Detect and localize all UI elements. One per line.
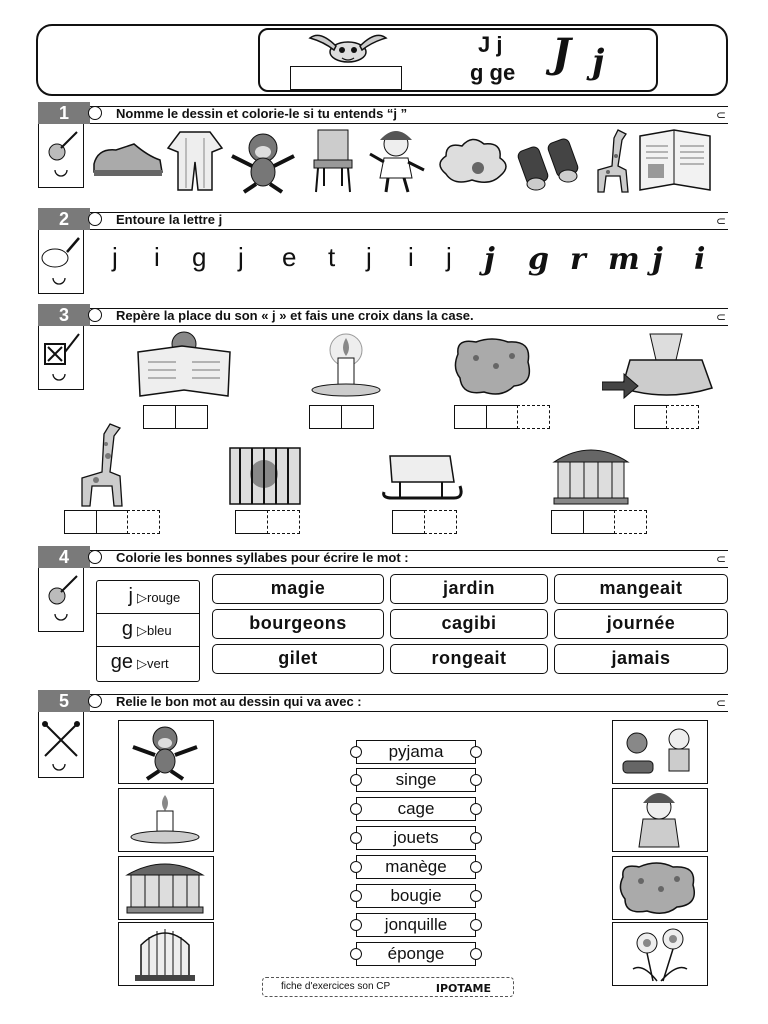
section-1-side-icon [38, 124, 84, 188]
word-box[interactable]: jamais [554, 644, 728, 674]
answer-box[interactable] [583, 510, 616, 534]
letter[interactable]: j [112, 242, 118, 272]
section-number: 2 [38, 208, 90, 230]
section-title: Relie le bon mot au dessin qui va avec : [116, 694, 362, 709]
picture-card[interactable] [612, 856, 708, 920]
word-tag[interactable]: singe [356, 768, 476, 792]
syllable-row [97, 647, 199, 680]
bunny-icon [300, 28, 396, 68]
section-5-side-icon [38, 712, 84, 778]
chair-icon[interactable] [310, 128, 356, 194]
word-tag[interactable]: éponge [356, 942, 476, 966]
paint-brush-icon [39, 568, 83, 628]
answer-cells [235, 510, 298, 534]
answer-cells [454, 405, 549, 429]
answer-box[interactable] [634, 405, 667, 429]
pyjama-icon[interactable] [166, 128, 224, 192]
syllable-row [97, 581, 199, 614]
section-4-side-icon [38, 568, 84, 632]
word-box[interactable]: rongeait [390, 644, 548, 674]
word-box[interactable]: cagibi [390, 609, 548, 639]
picture-card[interactable] [118, 788, 214, 852]
letter[interactable]: i [154, 242, 160, 272]
cloud-icon[interactable] [434, 134, 510, 190]
link-lines-icon [39, 712, 83, 774]
section-3-side-icon [38, 326, 84, 390]
paint-brush-icon [39, 124, 83, 184]
answer-box[interactable] [175, 405, 208, 429]
section-title: Nomme le dessin et colorie-le si tu entends “j ” [116, 106, 408, 121]
hook-icon: ⊂ [715, 108, 726, 122]
newspaper-icon[interactable] [638, 128, 712, 194]
answer-box[interactable] [551, 510, 584, 534]
candle-icon [306, 330, 392, 400]
checkbox-cross-icon [39, 326, 83, 386]
header-cursive-lower: j [592, 42, 605, 82]
answer-box[interactable] [517, 405, 550, 429]
picture-card[interactable] [118, 856, 214, 920]
word-box[interactable]: magie [212, 574, 384, 604]
answer-box[interactable] [392, 510, 425, 534]
cursive-letter[interactable]: g [528, 242, 549, 277]
answer-box[interactable] [666, 405, 699, 429]
cursive-letter[interactable]: j [484, 242, 495, 277]
answer-cells [634, 405, 697, 429]
footer-credit [262, 977, 514, 997]
owl-newspaper-icon [132, 330, 236, 400]
answer-box[interactable] [127, 510, 160, 534]
answer-box[interactable] [309, 405, 342, 429]
section-title: Repère la place du son « j » et fais une croix dans la case. [116, 308, 474, 323]
carousel-icon [119, 857, 211, 917]
header-cursive-upper: J [552, 30, 571, 77]
brand-logo: IPOTAME [435, 982, 491, 995]
picture-card[interactable] [612, 922, 708, 986]
sponge-icon [452, 334, 536, 400]
section-2-side-icon [38, 230, 84, 294]
picture-card[interactable] [118, 720, 214, 784]
syllable-color-key [96, 580, 200, 682]
letter[interactable]: j [238, 242, 244, 272]
answer-box[interactable] [64, 510, 97, 534]
judoka-girl-icon[interactable] [366, 126, 428, 194]
candle-icon [119, 789, 211, 849]
color-name: rouge [147, 590, 181, 605]
word-box[interactable]: gilet [212, 644, 384, 674]
word-tag[interactable]: cage [356, 797, 476, 821]
tutu-dress-icon [602, 330, 718, 402]
pencil-writing-icon [39, 230, 83, 290]
hook-icon: ⊂ [715, 552, 726, 566]
color-name: vert [147, 656, 169, 671]
answer-box[interactable] [424, 510, 457, 534]
arrow-icon: ▷ [137, 590, 147, 605]
header-letters-lower: g ge [470, 60, 516, 85]
arrow-icon: ▷ [137, 656, 147, 671]
section-3-header [38, 304, 728, 326]
hook-icon: ⊂ [715, 214, 726, 228]
giraffe-icon[interactable] [588, 126, 636, 194]
answer-box[interactable] [614, 510, 647, 534]
letter[interactable]: j [446, 242, 452, 272]
toys-icon [613, 721, 705, 781]
answer-box[interactable] [341, 405, 374, 429]
color-name: bleu [147, 623, 172, 638]
sponge-icon [613, 857, 705, 917]
word-box[interactable]: mangeait [554, 574, 728, 604]
section-title: Colorie les bonnes syllabes pour écrire le mot : [116, 550, 409, 565]
answer-box[interactable] [96, 510, 129, 534]
sled-icon [380, 446, 464, 504]
answer-cells [551, 510, 646, 534]
answer-box[interactable] [454, 405, 487, 429]
cursive-letter[interactable]: j [652, 242, 663, 277]
syllable-row [97, 614, 199, 647]
answer-cells [64, 510, 159, 534]
letter[interactable]: t [328, 242, 336, 272]
syllable: ge [110, 651, 133, 673]
picture-card[interactable] [612, 788, 708, 852]
word-tag[interactable]: jonquille [356, 913, 476, 937]
section-number: 3 [38, 304, 90, 326]
section-number: 4 [38, 546, 90, 568]
section-5-header [38, 690, 728, 712]
picture-card[interactable] [118, 922, 214, 986]
hook-icon: ⊂ [715, 696, 726, 710]
word-box[interactable]: journée [554, 609, 728, 639]
syllable: j [128, 585, 133, 607]
birdcage-icon [119, 923, 211, 983]
answer-box[interactable] [267, 510, 300, 534]
word-tag[interactable]: pyjama [356, 740, 476, 764]
lion-cage-icon [226, 444, 304, 508]
section-2-header [38, 208, 728, 230]
daffodil-icon [613, 923, 705, 983]
word-box[interactable]: bourgeons [212, 609, 384, 639]
sneaker-icon[interactable] [90, 134, 166, 182]
cursive-letter[interactable]: m [608, 242, 640, 277]
answer-box[interactable] [235, 510, 268, 534]
answer-cells [143, 405, 206, 429]
monkey-icon [119, 721, 211, 781]
letter[interactable]: g [192, 242, 207, 272]
section-4-header [38, 546, 728, 568]
binoculars-icon[interactable] [516, 128, 586, 192]
word-tag[interactable]: manège [356, 855, 476, 879]
pyjama-child-icon [613, 789, 705, 849]
word-tag[interactable]: bougie [356, 884, 476, 908]
answer-cells [392, 510, 455, 534]
word-box[interactable]: jardin [390, 574, 548, 604]
picture-card[interactable] [612, 720, 708, 784]
header-letters-upper: J j [478, 32, 503, 57]
name-field[interactable] [290, 66, 402, 90]
cursive-letter[interactable]: i [694, 242, 706, 277]
section-1-header [38, 102, 728, 124]
section-number: 1 [38, 102, 90, 124]
monkey-icon[interactable] [226, 126, 300, 194]
answer-cells [309, 405, 372, 429]
cursive-letter[interactable]: r [570, 242, 586, 277]
footer-text: fiche d'exercices son CP [281, 981, 391, 992]
letter[interactable]: e [282, 242, 297, 272]
carousel-icon [550, 440, 632, 508]
hook-icon: ⊂ [715, 310, 726, 324]
letter[interactable]: i [408, 242, 414, 272]
section-title: Entoure la lettre j [116, 212, 223, 227]
arrow-icon: ▷ [137, 623, 147, 638]
answer-box[interactable] [143, 405, 176, 429]
giraffe-icon [70, 420, 132, 508]
syllable: g [121, 618, 133, 640]
section-number: 5 [38, 690, 90, 712]
letter[interactable]: j [366, 242, 372, 272]
word-tag[interactable]: jouets [356, 826, 476, 850]
answer-box[interactable] [486, 405, 519, 429]
